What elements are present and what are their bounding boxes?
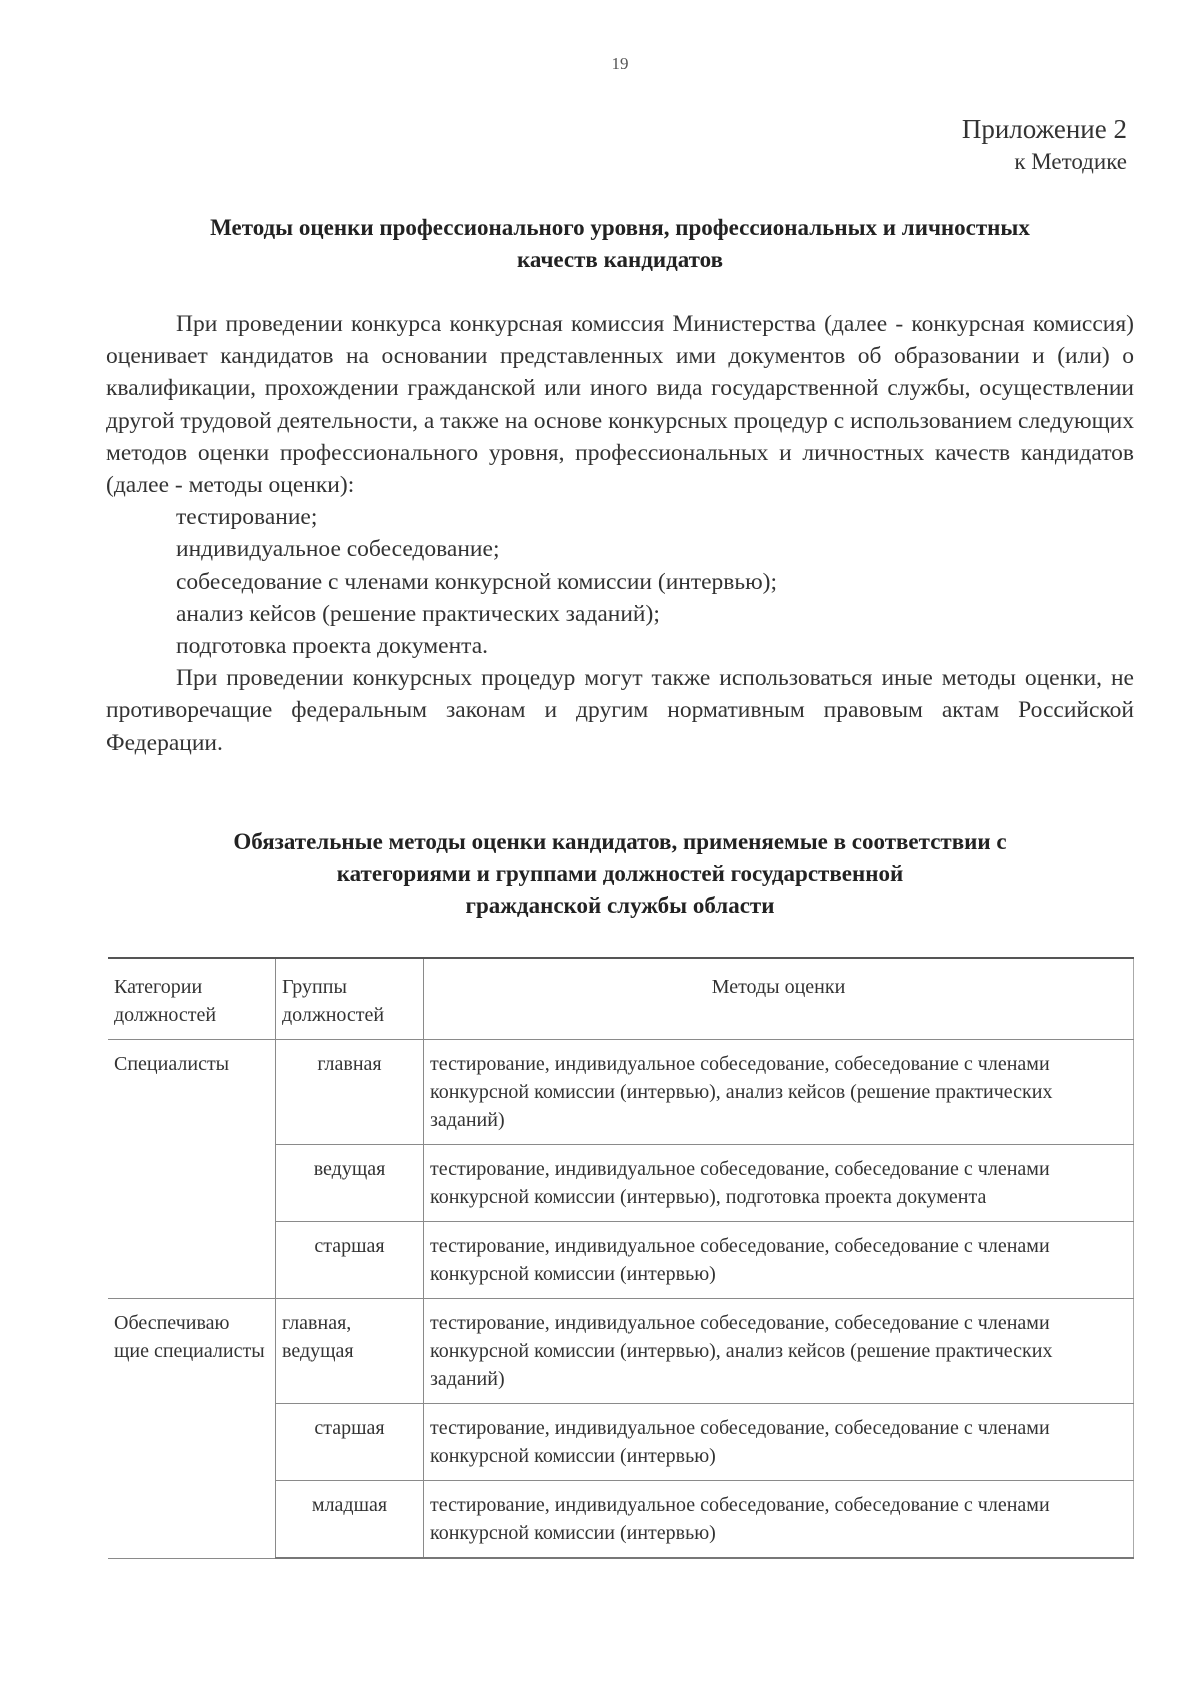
heading-line: Методы оценки профессионального уровня, профессиональных и личностных xyxy=(210,215,1030,240)
list-item: подготовка проекта документа. xyxy=(176,633,489,660)
header-group: Группы должностей xyxy=(276,958,424,1040)
heading-line: категориями и группами должностей государственной xyxy=(336,861,904,886)
appendix-reference: к Методике xyxy=(1014,149,1127,174)
methods-cell: тестирование, индивидуальное собеседование, собеседование с членами конкурсной комиссии (интервью) xyxy=(424,1404,1134,1481)
group-cell: старшая xyxy=(276,1222,424,1299)
methods-cell: тестирование, индивидуальное собеседование, собеседование с членами конкурсной комиссии (интервью), анализ кейсов (решение практических заданий) xyxy=(424,1299,1134,1404)
header-methods: Методы оценки xyxy=(424,958,1134,1040)
methods-cell: тестирование, индивидуальное собеседование, собеседование с членами конкурсной комиссии (интервью), анализ кейсов (решение практических заданий) xyxy=(424,1040,1134,1145)
methods-cell: тестирование, индивидуальное собеседование, собеседование с членами конкурсной комиссии (интервью) xyxy=(424,1222,1134,1299)
methods-table xyxy=(108,957,1134,1559)
group-cell: ведущая xyxy=(276,1145,424,1222)
list-item: тестирование; xyxy=(176,504,318,531)
group-cell: младшая xyxy=(276,1481,424,1559)
methods-cell: тестирование, индивидуальное собеседование, собеседование с членами конкурсной комиссии (интервью), подготовка проекта документа xyxy=(424,1145,1134,1222)
section-heading-methods xyxy=(100,212,1140,276)
heading-line: качеств кандидатов xyxy=(516,247,724,272)
list-item: индивидуальное собеседование; xyxy=(176,536,500,563)
heading-line: Обязательные методы оценки кандидатов, применяемые в соответствии с xyxy=(233,829,1007,854)
group-cell: главная, ведущая xyxy=(276,1299,424,1404)
header-category: Категории должностей xyxy=(108,958,276,1040)
heading-line: гражданской службы области xyxy=(465,893,775,918)
table-row xyxy=(108,1299,1134,1404)
appendix-title: Приложение 2 xyxy=(961,114,1127,144)
group-cell: главная xyxy=(276,1040,424,1145)
category-cell: Обеспечиваю щие специалисты xyxy=(108,1299,276,1559)
intro-paragraph: При проведении конкурса конкурсная комиссия Министерства (далее - конкурсная комиссия) оценивает кандидатов на основании представленных ими документов об образовании и (или) о квалификации, прохождении гражданской или иного вида государственной службы, осуществлении другой трудовой деятельности, а также на основе конкурсных процедур с использованием следующих методов оценки профессионального уровня, профессиональных и личностных качеств кандидатов (далее - методы оценки): xyxy=(106,311,1134,499)
appendix-label xyxy=(962,112,1127,178)
section-heading-mandatory-methods xyxy=(100,826,1140,922)
methods-cell: тестирование, индивидуальное собеседование, собеседование с членами конкурсной комиссии (интервью) xyxy=(424,1481,1134,1559)
category-cell: Специалисты xyxy=(108,1040,276,1299)
group-cell: старшая xyxy=(276,1404,424,1481)
table-row xyxy=(108,1040,1134,1145)
body-text xyxy=(106,308,1134,759)
list-item: собеседование с членами конкурсной комиссии (интервью); xyxy=(176,568,778,595)
list-item: анализ кейсов (решение практических заданий); xyxy=(176,600,660,627)
closing-paragraph: При проведении конкурсных процедур могут также использоваться иные методы оценки, не противоречащие федеральным законам и другим нормативным правовым актам Российской Федерации. xyxy=(106,665,1134,756)
page-number: 19 xyxy=(611,54,629,73)
table-header-row xyxy=(108,958,1134,1040)
